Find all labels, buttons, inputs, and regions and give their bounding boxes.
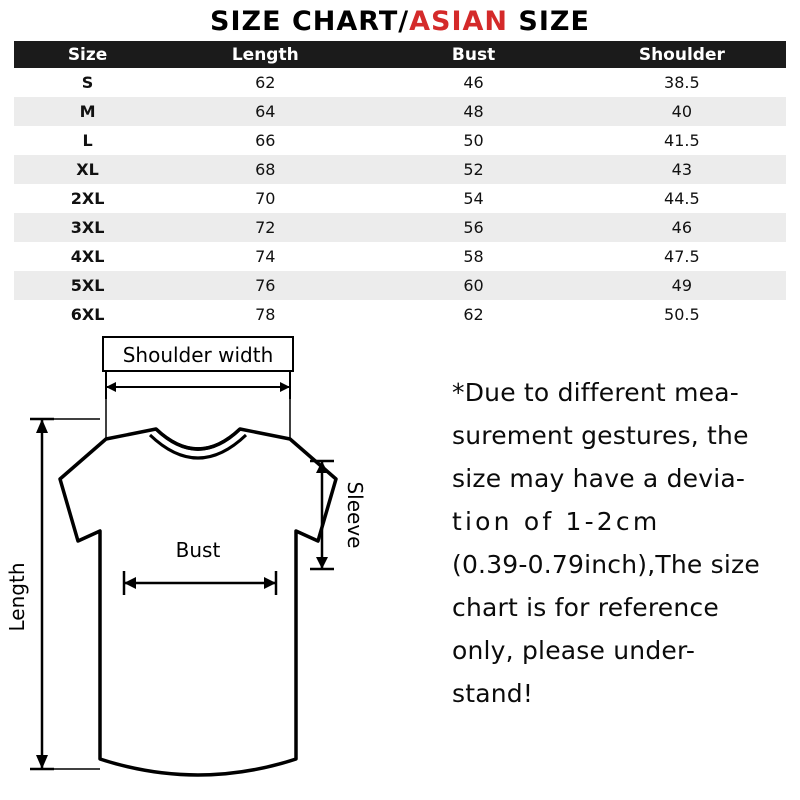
table-row xyxy=(14,184,786,213)
cell-shoulder: 47.5 xyxy=(578,242,786,271)
page-title xyxy=(0,0,800,41)
table-row xyxy=(14,242,786,271)
cell-size: S xyxy=(14,68,161,97)
column-header-size: Size xyxy=(14,41,161,68)
cell-bust: 62 xyxy=(369,300,577,329)
cell-shoulder: 40 xyxy=(578,97,786,126)
cell-shoulder: 46 xyxy=(578,213,786,242)
cell-size: 4XL xyxy=(14,242,161,271)
cell-length: 62 xyxy=(161,68,369,97)
cell-size: M xyxy=(14,97,161,126)
shoulder-width-label: Shoulder width xyxy=(122,343,274,367)
cell-length: 78 xyxy=(161,300,369,329)
table-row xyxy=(14,97,786,126)
size-chart-table xyxy=(14,41,786,329)
table-row xyxy=(14,300,786,329)
bust-label: Bust xyxy=(175,538,221,562)
cell-bust: 60 xyxy=(369,271,577,300)
cell-size: 3XL xyxy=(14,213,161,242)
table-row xyxy=(14,68,786,97)
sleeve-label: Sleeve xyxy=(343,481,367,549)
cell-length: 74 xyxy=(161,242,369,271)
cell-bust: 52 xyxy=(369,155,577,184)
cell-shoulder: 43 xyxy=(578,155,786,184)
cell-bust: 58 xyxy=(369,242,577,271)
cell-shoulder: 41.5 xyxy=(578,126,786,155)
page-title-accent: ASIAN xyxy=(409,6,509,37)
cell-bust: 46 xyxy=(369,68,577,97)
shoulder-width-annotation xyxy=(103,337,293,439)
table-row xyxy=(14,213,786,242)
disclaimer-line-2: surement gestures, the xyxy=(452,421,749,450)
cell-size: 2XL xyxy=(14,184,161,213)
cell-bust: 48 xyxy=(369,97,577,126)
disclaimer-line-1: *Due to different mea- xyxy=(452,378,739,407)
cell-size: L xyxy=(14,126,161,155)
column-header-bust: Bust xyxy=(369,41,577,68)
cell-bust: 56 xyxy=(369,213,577,242)
cell-size: 6XL xyxy=(14,300,161,329)
column-header-shoulder: Shoulder xyxy=(578,41,786,68)
cell-length: 72 xyxy=(161,213,369,242)
tshirt-outline xyxy=(60,429,336,775)
page-title-part3: SIZE xyxy=(508,6,590,37)
cell-shoulder: 38.5 xyxy=(578,68,786,97)
column-header-length: Length xyxy=(161,41,369,68)
disclaimer-line-6: chart is for reference xyxy=(452,593,719,622)
disclaimer-line-8: stand! xyxy=(452,679,534,708)
table-row xyxy=(14,155,786,184)
cell-bust: 50 xyxy=(369,126,577,155)
table-row xyxy=(14,271,786,300)
disclaimer-line-3: size may have a devia- xyxy=(452,464,746,493)
cell-bust: 54 xyxy=(369,184,577,213)
cell-length: 68 xyxy=(161,155,369,184)
measurement-disclaimer xyxy=(452,371,790,715)
cell-length: 70 xyxy=(161,184,369,213)
page-title-part1: SIZE CHART/ xyxy=(210,6,410,37)
cell-size: XL xyxy=(14,155,161,184)
cell-size: 5XL xyxy=(14,271,161,300)
table-row xyxy=(14,126,786,155)
cell-length: 64 xyxy=(161,97,369,126)
tshirt-measurement-diagram xyxy=(0,329,430,799)
length-label: Length xyxy=(5,562,29,632)
cell-shoulder: 50.5 xyxy=(578,300,786,329)
disclaimer-line-5: (0.39-0.79inch),The size xyxy=(452,550,760,579)
lower-section xyxy=(0,329,800,799)
cell-length: 66 xyxy=(161,126,369,155)
disclaimer-line-4: tion of 1-2cm xyxy=(452,507,661,536)
cell-length: 76 xyxy=(161,271,369,300)
cell-shoulder: 49 xyxy=(578,271,786,300)
cell-shoulder: 44.5 xyxy=(578,184,786,213)
disclaimer-line-7: only, please under- xyxy=(452,636,696,665)
table-header-row xyxy=(14,41,786,68)
